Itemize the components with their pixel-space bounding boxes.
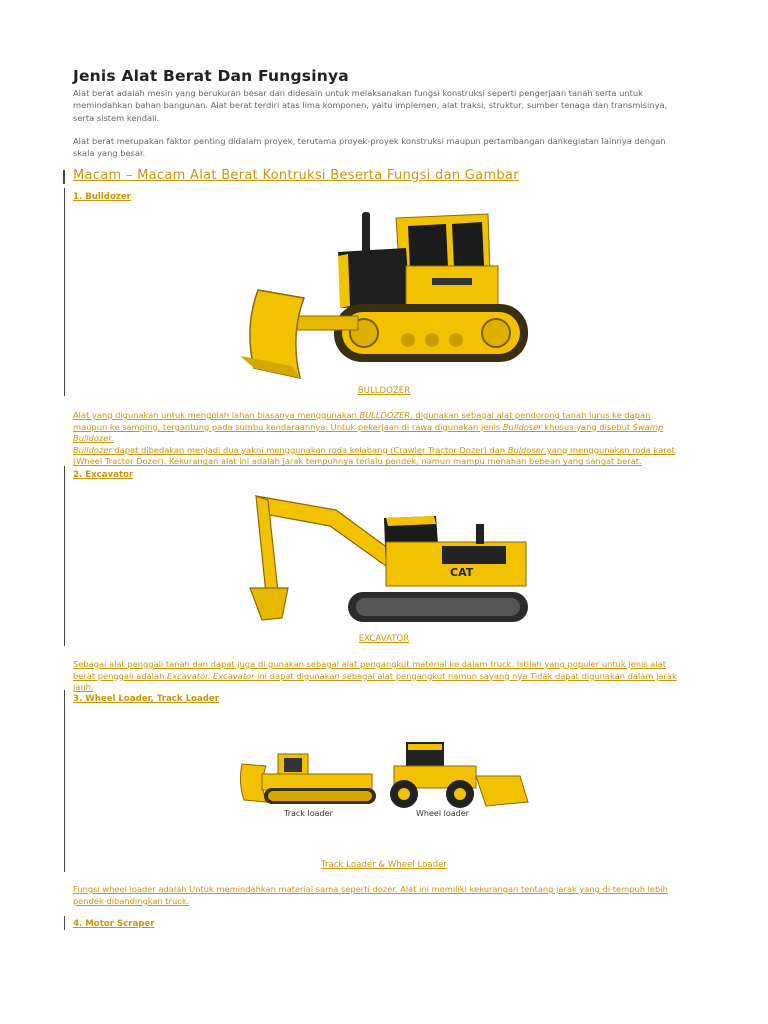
caption-excavator[interactable]: EXCAVATOR <box>358 634 410 644</box>
page-title: Jenis Alat Berat Dan Fungsinya <box>73 67 349 85</box>
caption-bulldozer[interactable]: BULLDOZER <box>357 386 411 396</box>
quote-bar <box>64 188 65 393</box>
heading-bulldozer[interactable]: 1. Bulldozer <box>73 192 131 202</box>
heading-excavator[interactable]: 2. Excavator <box>73 470 134 480</box>
caption-bar <box>64 636 65 646</box>
section-title-link[interactable]: Macam – Macam Alat Berat Kontruksi Beserta Fungsi dan Gambar <box>73 168 519 183</box>
caption-loader[interactable]: Track Loader & Wheel Loader <box>321 860 447 870</box>
intro-paragraph-2: Alat berat merupakan faktor penting didalam proyek, terutama proyek-proyek konstruksi maupun pertambangan dankegiatan lainnya dengan skala yang besar. <box>73 136 666 159</box>
bulldozer-paragraph[interactable]: Alat yang digunakan untuk mengolah lahan biasanya menggunakan BULLDOZER, digunakan sebagai alat pendorong tanah lurus ke dapan maupun ke samping, tergantung pada sumbu kendaraannya. Untuk pekerjaan di rawa digunakan jenis Bulldoser khusus yang disebut Swamp Bulldozer. Bulldozer dapat dibedakan menjadi dua yakni menggunakan roda kelabang (Crawler Tractor Dozer) dan Buldoser yang menggunakan roda karet (Wheel Tractor Dozer). Kekurangan alat ini adalah jarak tempuhnya terlalu pendek, namun mampu menahan bebean yang sangat berat. <box>73 410 675 467</box>
quote-bar <box>64 466 65 642</box>
section-bar <box>63 170 65 184</box>
intro-paragraph-1: Alat berat adalah mesin yang berukuran besar dan didesain untuk melaksanakan fungsi konstruksi seperti pengerjaan tanah serta untuk memindahkan bahan bangunan. Alat berat terdiri atas lima komponen, yaitu implemen, alat traksi, struktur, sumber tenaga dan transmisinya, serta sistem kendali. <box>73 88 668 123</box>
label-wheel-loader: Wheel loader <box>416 809 469 818</box>
heading-motor-scraper[interactable]: 4. Motor Scraper <box>73 919 155 929</box>
label-track-loader: Track loader <box>284 809 333 818</box>
quote-bar <box>64 690 65 872</box>
loaders-image <box>238 736 530 820</box>
heading-loader[interactable]: 3. Wheel Loader, Track Loader <box>73 694 219 704</box>
bulldozer-image <box>238 208 530 380</box>
loader-paragraph[interactable]: Fungsi wheel loader adalah Untuk memindahkan material sama seperti dozer. Alat ini memiliki kekurangan tentang jarak yang di tempuh lebih pendek dibandingkan truck. <box>73 884 668 906</box>
quote-bar <box>64 916 65 930</box>
svg-text:CAT: CAT <box>450 566 474 579</box>
excavator-paragraph[interactable]: Sebagai alat penggali tanah dan dapat juga di gunakan sebagai alat pengangkut material ke dalam truck. Istilah yang populer untuk jenis alat berat penggali adalah Excavator. Excavator ini dapat digunakan sebagai alat pengangkut namun sayang nya Tidak dapat digunakan dalam jarak jauh. <box>73 659 677 693</box>
caption-bar <box>64 386 65 396</box>
excavator-image <box>236 482 530 634</box>
caption-bar <box>64 860 65 872</box>
